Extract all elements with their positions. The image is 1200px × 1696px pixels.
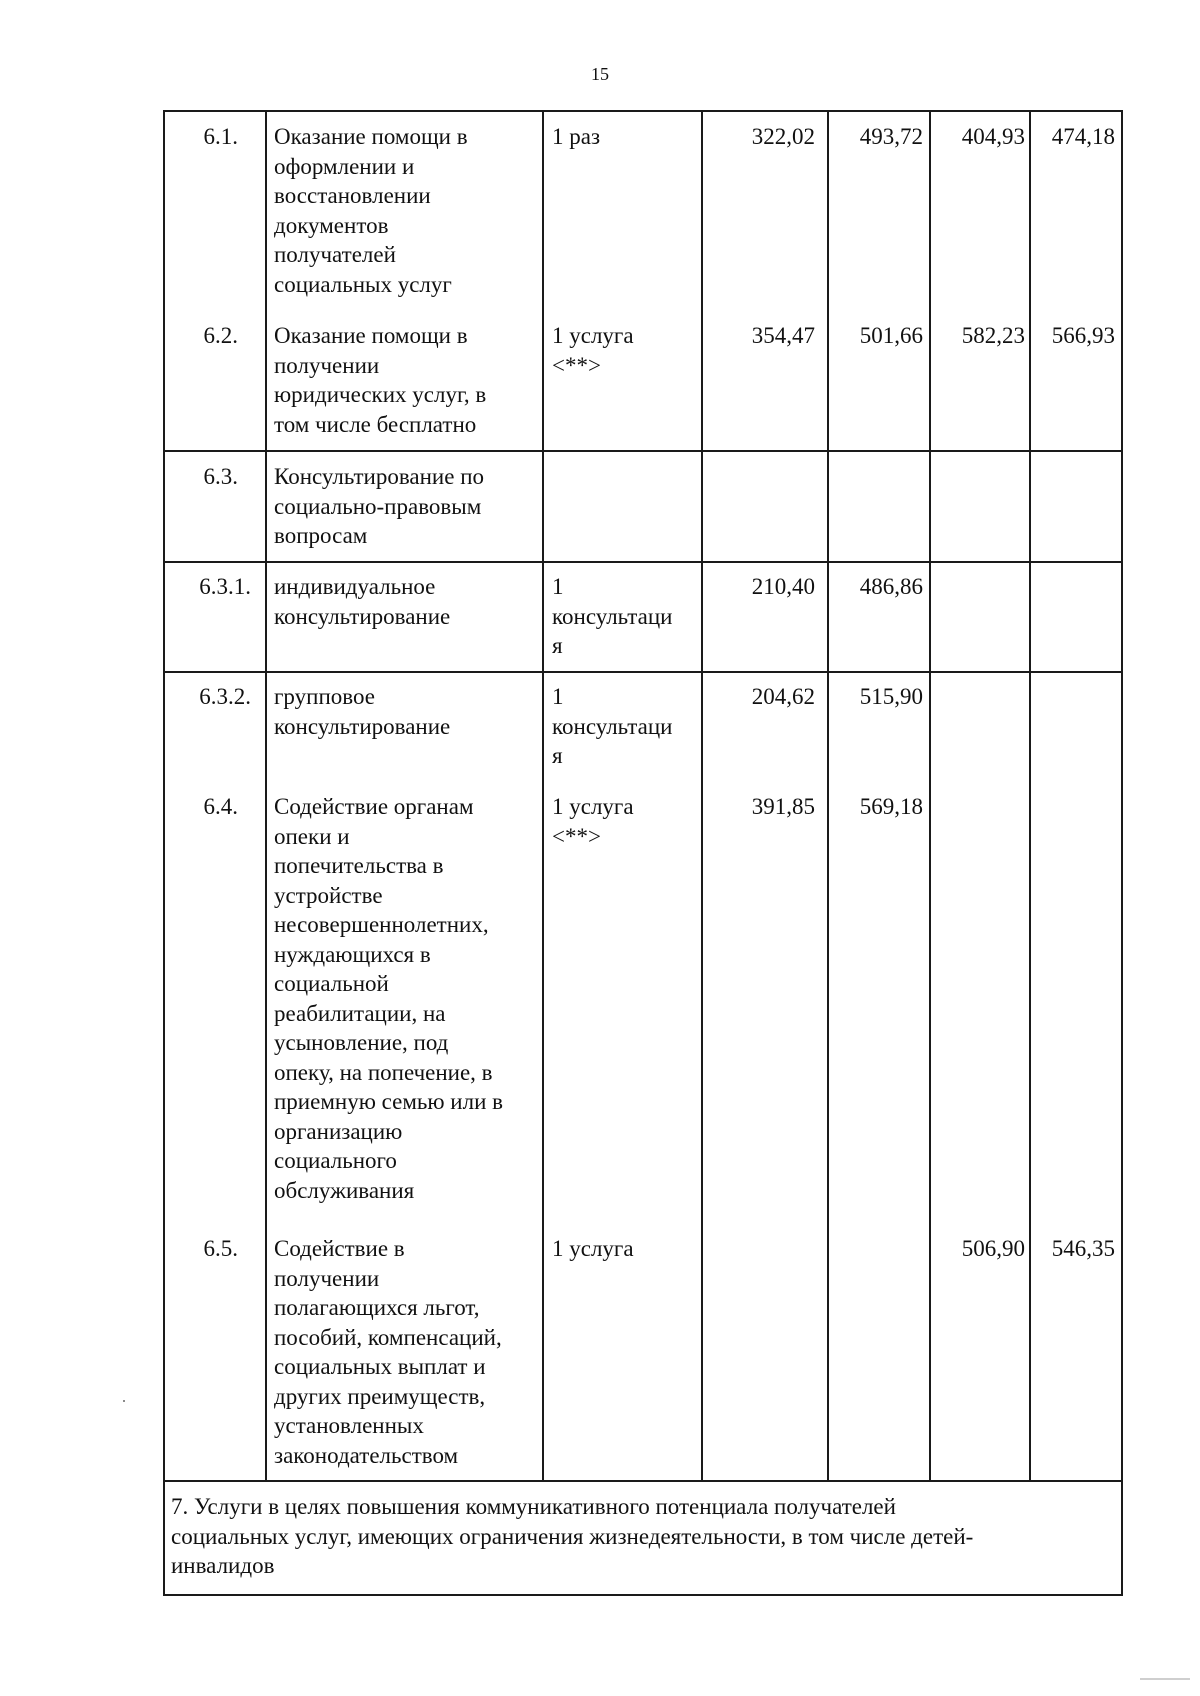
rule	[163, 561, 1123, 563]
table-grid	[163, 110, 1123, 1578]
row-code: 6.5.	[203, 1236, 238, 1261]
rule	[163, 1480, 1123, 1482]
row-value: 474,18	[1051, 124, 1115, 149]
row-code: 6.3.1.	[199, 574, 251, 599]
section-7-heading: 7. Услуги в целях повышения коммуникативного потенциала получателей социальных услуг, имеющих ограничения жизнедеятельности, в том числе детей- инвалидов	[171, 1494, 974, 1578]
row-unit: 1 услуга	[552, 1236, 634, 1261]
row-name: Оказание помощи в оформлении и восстановлении документов получателей социальных услуг	[274, 124, 468, 297]
row-unit: 1 консультаци я	[552, 684, 673, 768]
border-right	[1121, 110, 1123, 1594]
column-divider	[929, 110, 931, 1480]
row-name: Содействие в получении полагающихся льгот, пособий, компенсаций, социальных выплат и других преимуществ, установленных законодательством	[274, 1236, 502, 1468]
rule	[163, 450, 1123, 452]
rule	[163, 1594, 1123, 1596]
row-name: Содействие органам опеки и попечительства в устройстве несовершеннолетних, нуждающихся в социальной реабилитации, на усыновление, под опеку, на попечение, в приемную семью или в организацию социального обслуживания	[274, 794, 504, 1203]
column-divider	[1029, 110, 1031, 1480]
row-code: 6.2.	[203, 323, 238, 348]
scan-speck	[123, 1400, 125, 1402]
services-table	[163, 110, 1123, 1578]
row-value: 493,72	[859, 124, 923, 149]
row-value: 546,35	[1051, 1236, 1115, 1261]
row-unit: 1 раз	[552, 124, 601, 149]
row-value: 515,90	[859, 684, 923, 709]
row-value: 354,47	[751, 323, 815, 348]
row-value: 566,93	[1051, 323, 1115, 348]
column-divider	[265, 110, 267, 1480]
page-number: 15	[591, 64, 609, 84]
column-divider	[542, 110, 544, 1480]
row-value: 404,93	[961, 124, 1025, 149]
rule	[163, 671, 1123, 673]
row-unit: 1 услуга <**>	[552, 794, 634, 849]
row-name: Консультирование по социально-правовым вопросам	[274, 464, 484, 548]
row-value: 501,66	[859, 323, 923, 348]
row-value: 204,62	[751, 684, 815, 709]
row-value: 486,86	[859, 574, 923, 599]
row-name: индивидуальное консультирование	[274, 574, 451, 629]
row-value: 322,02	[751, 124, 815, 149]
rule	[163, 110, 1123, 112]
row-value: 582,23	[961, 323, 1025, 348]
row-code: 6.3.	[203, 464, 238, 489]
row-unit: 1 консультаци я	[552, 574, 673, 658]
row-code: 6.4.	[203, 794, 238, 819]
row-value: 391,85	[751, 794, 815, 819]
scan-mark	[1140, 1678, 1190, 1680]
row-value: 569,18	[859, 794, 923, 819]
row-unit: 1 услуга <**>	[552, 323, 634, 378]
row-name: групповое консультирование	[274, 684, 451, 739]
row-code: 6.1.	[203, 124, 238, 149]
row-value: 506,90	[961, 1236, 1025, 1261]
row-value: 210,40	[751, 574, 815, 599]
row-code: 6.3.2.	[199, 684, 251, 709]
row-name: Оказание помощи в получении юридических услуг, в том числе бесплатно	[274, 323, 487, 437]
